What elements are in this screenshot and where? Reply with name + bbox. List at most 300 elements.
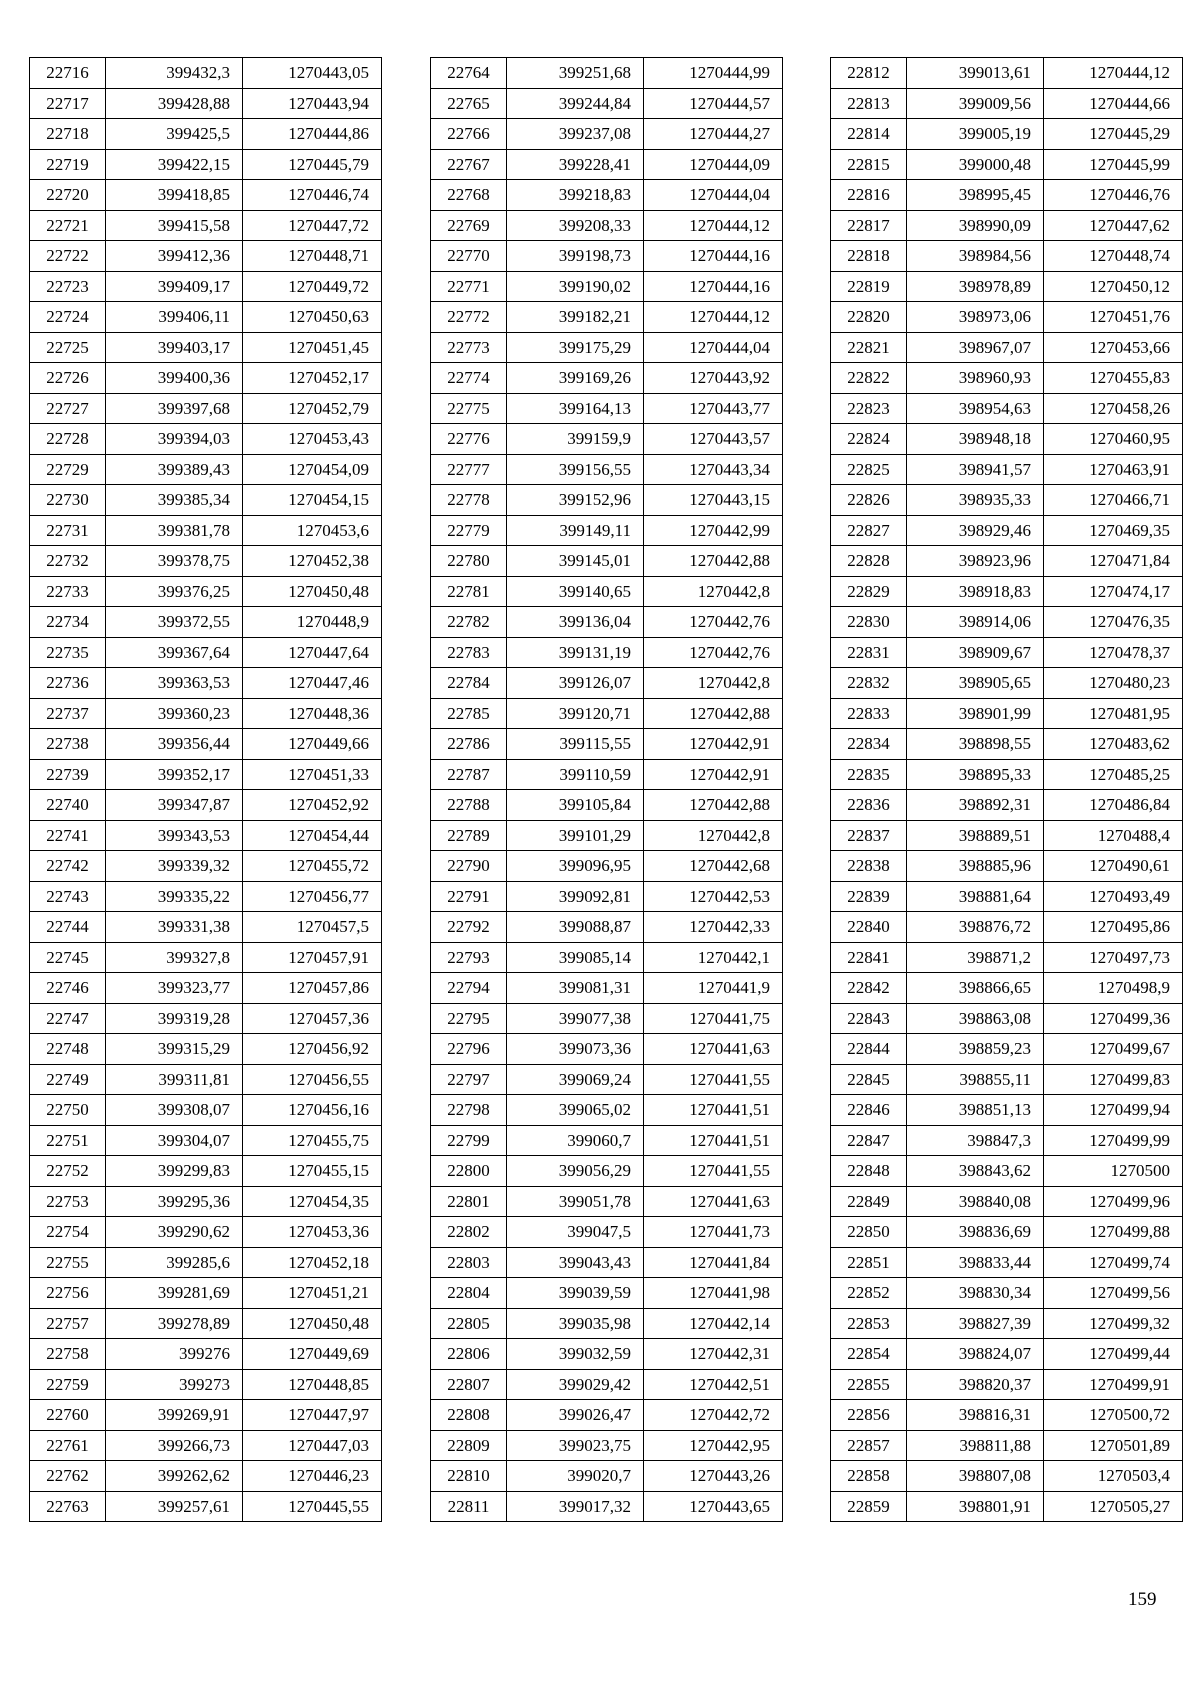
point-id-cell: 22774: [431, 363, 507, 394]
y-coordinate-cell: 1270442,76: [644, 607, 783, 638]
point-id-cell: 22727: [30, 393, 106, 424]
table-row: [831, 393, 1183, 424]
table-row: [30, 424, 382, 455]
x-coordinate-cell: 398885,96: [907, 851, 1044, 882]
point-id-cell: 22796: [431, 1034, 507, 1065]
point-id-cell: 22842: [831, 973, 907, 1004]
table-row: [431, 576, 783, 607]
table-row: [831, 1369, 1183, 1400]
table-row: [431, 1125, 783, 1156]
table-row: [831, 1461, 1183, 1492]
x-coordinate-cell: 399198,73: [507, 241, 644, 272]
point-id-cell: 22859: [831, 1491, 907, 1522]
table-row: [30, 1186, 382, 1217]
table-row: [30, 912, 382, 943]
y-coordinate-cell: 1270444,12: [1044, 58, 1183, 89]
x-coordinate-cell: 398929,46: [907, 515, 1044, 546]
table-row: [431, 759, 783, 790]
table-row: [30, 454, 382, 485]
table-row: [30, 1034, 382, 1065]
point-id-cell: 22810: [431, 1461, 507, 1492]
x-coordinate-cell: 399290,62: [106, 1217, 243, 1248]
x-coordinate-cell: 398801,91: [907, 1491, 1044, 1522]
y-coordinate-cell: 1270441,9: [644, 973, 783, 1004]
point-id-cell: 22788: [431, 790, 507, 821]
table-row: [431, 1400, 783, 1431]
table-row: [431, 1461, 783, 1492]
point-id-cell: 22742: [30, 851, 106, 882]
coordinate-table-3: [830, 57, 1183, 1522]
point-id-cell: 22839: [831, 881, 907, 912]
point-id-cell: 22857: [831, 1430, 907, 1461]
x-coordinate-cell: 398820,37: [907, 1369, 1044, 1400]
x-coordinate-cell: 399415,58: [106, 210, 243, 241]
point-id-cell: 22792: [431, 912, 507, 943]
x-coordinate-cell: 399140,65: [507, 576, 644, 607]
point-id-cell: 22844: [831, 1034, 907, 1065]
y-coordinate-cell: 1270444,86: [243, 119, 382, 150]
x-coordinate-cell: 398827,39: [907, 1308, 1044, 1339]
x-coordinate-cell: 398909,67: [907, 637, 1044, 668]
point-id-cell: 22849: [831, 1186, 907, 1217]
point-id-cell: 22780: [431, 546, 507, 577]
x-coordinate-cell: 398889,51: [907, 820, 1044, 851]
point-id-cell: 22787: [431, 759, 507, 790]
table-row: [30, 1064, 382, 1095]
point-id-cell: 22736: [30, 668, 106, 699]
point-id-cell: 22853: [831, 1308, 907, 1339]
y-coordinate-cell: 1270442,8: [644, 668, 783, 699]
y-coordinate-cell: 1270500: [1044, 1156, 1183, 1187]
point-id-cell: 22719: [30, 149, 106, 180]
y-coordinate-cell: 1270456,16: [243, 1095, 382, 1126]
point-id-cell: 22808: [431, 1400, 507, 1431]
x-coordinate-cell: 399409,17: [106, 271, 243, 302]
x-coordinate-cell: 399152,96: [507, 485, 644, 516]
y-coordinate-cell: 1270441,75: [644, 1003, 783, 1034]
y-coordinate-cell: 1270448,36: [243, 698, 382, 729]
x-coordinate-cell: 399077,38: [507, 1003, 644, 1034]
point-id-cell: 22795: [431, 1003, 507, 1034]
table-row: [30, 1095, 382, 1126]
x-coordinate-cell: 398960,93: [907, 363, 1044, 394]
y-coordinate-cell: 1270453,66: [1044, 332, 1183, 363]
x-coordinate-cell: 399319,28: [106, 1003, 243, 1034]
table-row: [831, 485, 1183, 516]
point-id-cell: 22836: [831, 790, 907, 821]
point-id-cell: 22776: [431, 424, 507, 455]
y-coordinate-cell: 1270449,66: [243, 729, 382, 760]
y-coordinate-cell: 1270441,98: [644, 1278, 783, 1309]
x-coordinate-cell: 398948,18: [907, 424, 1044, 455]
x-coordinate-cell: 399269,91: [106, 1400, 243, 1431]
point-id-cell: 22826: [831, 485, 907, 516]
x-coordinate-cell: 399013,61: [907, 58, 1044, 89]
table-row: [30, 393, 382, 424]
y-coordinate-cell: 1270452,92: [243, 790, 382, 821]
point-id-cell: 22804: [431, 1278, 507, 1309]
table-row: [431, 485, 783, 516]
x-coordinate-cell: 399156,55: [507, 454, 644, 485]
y-coordinate-cell: 1270441,73: [644, 1217, 783, 1248]
table-row: [30, 576, 382, 607]
x-coordinate-cell: 398892,31: [907, 790, 1044, 821]
y-coordinate-cell: 1270476,35: [1044, 607, 1183, 638]
x-coordinate-cell: 398807,08: [907, 1461, 1044, 1492]
x-coordinate-cell: 399406,11: [106, 302, 243, 333]
point-id-cell: 22815: [831, 149, 907, 180]
x-coordinate-cell: 399056,29: [507, 1156, 644, 1187]
table-row: [30, 271, 382, 302]
x-coordinate-cell: 399311,81: [106, 1064, 243, 1095]
y-coordinate-cell: 1270490,61: [1044, 851, 1183, 882]
y-coordinate-cell: 1270499,56: [1044, 1278, 1183, 1309]
table-row: [30, 1491, 382, 1522]
table-row: [831, 180, 1183, 211]
table-row: [431, 1186, 783, 1217]
x-coordinate-cell: 398941,57: [907, 454, 1044, 485]
x-coordinate-cell: 399403,17: [106, 332, 243, 363]
y-coordinate-cell: 1270441,51: [644, 1125, 783, 1156]
y-coordinate-cell: 1270448,85: [243, 1369, 382, 1400]
y-coordinate-cell: 1270448,71: [243, 241, 382, 272]
table-row: [30, 1247, 382, 1278]
table-row: [431, 515, 783, 546]
x-coordinate-cell: 399115,55: [507, 729, 644, 760]
x-coordinate-cell: 398859,23: [907, 1034, 1044, 1065]
x-coordinate-cell: 399060,7: [507, 1125, 644, 1156]
y-coordinate-cell: 1270480,23: [1044, 668, 1183, 699]
point-id-cell: 22828: [831, 546, 907, 577]
point-id-cell: 22812: [831, 58, 907, 89]
y-coordinate-cell: 1270454,44: [243, 820, 382, 851]
point-id-cell: 22775: [431, 393, 507, 424]
point-id-cell: 22794: [431, 973, 507, 1004]
point-id-cell: 22754: [30, 1217, 106, 1248]
point-id-cell: 22852: [831, 1278, 907, 1309]
point-id-cell: 22822: [831, 363, 907, 394]
y-coordinate-cell: 1270471,84: [1044, 546, 1183, 577]
y-coordinate-cell: 1270441,55: [644, 1064, 783, 1095]
table-row: [831, 912, 1183, 943]
point-id-cell: 22783: [431, 637, 507, 668]
y-coordinate-cell: 1270442,99: [644, 515, 783, 546]
y-coordinate-cell: 1270445,99: [1044, 149, 1183, 180]
x-coordinate-cell: 399149,11: [507, 515, 644, 546]
point-id-cell: 22737: [30, 698, 106, 729]
y-coordinate-cell: 1270444,16: [644, 241, 783, 272]
table-row: [431, 637, 783, 668]
table-row: [431, 424, 783, 455]
table-row: [30, 759, 382, 790]
x-coordinate-cell: 399136,04: [507, 607, 644, 638]
x-coordinate-cell: 398881,64: [907, 881, 1044, 912]
table-row: [831, 1400, 1183, 1431]
x-coordinate-cell: 399360,23: [106, 698, 243, 729]
point-id-cell: 22806: [431, 1339, 507, 1370]
table-row: [831, 424, 1183, 455]
x-coordinate-cell: 399394,03: [106, 424, 243, 455]
x-coordinate-cell: 399295,36: [106, 1186, 243, 1217]
table-row: [831, 58, 1183, 89]
table-row: [831, 454, 1183, 485]
point-id-cell: 22830: [831, 607, 907, 638]
y-coordinate-cell: 1270499,44: [1044, 1339, 1183, 1370]
table-row: [30, 942, 382, 973]
x-coordinate-cell: 399327,8: [106, 942, 243, 973]
x-coordinate-cell: 399400,36: [106, 363, 243, 394]
x-coordinate-cell: 399262,62: [106, 1461, 243, 1492]
x-coordinate-cell: 399088,87: [507, 912, 644, 943]
table-row: [30, 668, 382, 699]
x-coordinate-cell: 399023,75: [507, 1430, 644, 1461]
x-coordinate-cell: 398871,2: [907, 942, 1044, 973]
table-row: [431, 1095, 783, 1126]
point-id-cell: 22745: [30, 942, 106, 973]
x-coordinate-cell: 398990,09: [907, 210, 1044, 241]
point-id-cell: 22722: [30, 241, 106, 272]
table-row: [431, 1034, 783, 1065]
y-coordinate-cell: 1270442,95: [644, 1430, 783, 1461]
point-id-cell: 22855: [831, 1369, 907, 1400]
table-row: [831, 241, 1183, 272]
table-row: [831, 1217, 1183, 1248]
table-row: [831, 668, 1183, 699]
x-coordinate-cell: 398901,99: [907, 698, 1044, 729]
x-coordinate-cell: 399190,02: [507, 271, 644, 302]
x-coordinate-cell: 399175,29: [507, 332, 644, 363]
y-coordinate-cell: 1270499,94: [1044, 1095, 1183, 1126]
table-row: [431, 241, 783, 272]
table-row: [431, 546, 783, 577]
table-row: [431, 119, 783, 150]
y-coordinate-cell: 1270442,91: [644, 759, 783, 790]
x-coordinate-cell: 399273: [106, 1369, 243, 1400]
x-coordinate-cell: 399228,41: [507, 149, 644, 180]
y-coordinate-cell: 1270499,91: [1044, 1369, 1183, 1400]
y-coordinate-cell: 1270486,84: [1044, 790, 1183, 821]
x-coordinate-cell: 399335,22: [106, 881, 243, 912]
table-row: [431, 149, 783, 180]
table-row: [431, 210, 783, 241]
x-coordinate-cell: 399005,19: [907, 119, 1044, 150]
point-id-cell: 22835: [831, 759, 907, 790]
x-coordinate-cell: 399020,7: [507, 1461, 644, 1492]
table-row: [831, 576, 1183, 607]
x-coordinate-cell: 399159,9: [507, 424, 644, 455]
y-coordinate-cell: 1270501,89: [1044, 1430, 1183, 1461]
x-coordinate-cell: 399039,59: [507, 1278, 644, 1309]
point-id-cell: 22772: [431, 302, 507, 333]
point-id-cell: 22740: [30, 790, 106, 821]
point-id-cell: 22851: [831, 1247, 907, 1278]
table-row: [30, 698, 382, 729]
point-id-cell: 22811: [431, 1491, 507, 1522]
y-coordinate-cell: 1270497,73: [1044, 942, 1183, 973]
x-coordinate-cell: 399145,01: [507, 546, 644, 577]
x-coordinate-cell: 399051,78: [507, 1186, 644, 1217]
y-coordinate-cell: 1270451,21: [243, 1278, 382, 1309]
point-id-cell: 22761: [30, 1430, 106, 1461]
table-row: [30, 119, 382, 150]
y-coordinate-cell: 1270474,17: [1044, 576, 1183, 607]
y-coordinate-cell: 1270443,15: [644, 485, 783, 516]
table-row: [30, 820, 382, 851]
table-row: [831, 1186, 1183, 1217]
y-coordinate-cell: 1270443,92: [644, 363, 783, 394]
table-row: [431, 973, 783, 1004]
point-id-cell: 22731: [30, 515, 106, 546]
point-id-cell: 22801: [431, 1186, 507, 1217]
table-row: [831, 729, 1183, 760]
y-coordinate-cell: 1270463,91: [1044, 454, 1183, 485]
point-id-cell: 22817: [831, 210, 907, 241]
y-coordinate-cell: 1270442,76: [644, 637, 783, 668]
y-coordinate-cell: 1270457,91: [243, 942, 382, 973]
x-coordinate-cell: 399323,77: [106, 973, 243, 1004]
table-row: [431, 58, 783, 89]
point-id-cell: 22744: [30, 912, 106, 943]
y-coordinate-cell: 1270485,25: [1044, 759, 1183, 790]
table-row: [431, 1308, 783, 1339]
point-id-cell: 22798: [431, 1095, 507, 1126]
x-coordinate-cell: 399385,34: [106, 485, 243, 516]
table-row: [431, 332, 783, 363]
table-row: [431, 912, 783, 943]
point-id-cell: 22821: [831, 332, 907, 363]
point-id-cell: 22759: [30, 1369, 106, 1400]
y-coordinate-cell: 1270455,72: [243, 851, 382, 882]
table-row: [431, 393, 783, 424]
y-coordinate-cell: 1270452,17: [243, 363, 382, 394]
y-coordinate-cell: 1270443,57: [644, 424, 783, 455]
point-id-cell: 22777: [431, 454, 507, 485]
table-row: [431, 820, 783, 851]
y-coordinate-cell: 1270446,23: [243, 1461, 382, 1492]
point-id-cell: 22732: [30, 546, 106, 577]
x-coordinate-cell: 399308,07: [106, 1095, 243, 1126]
point-id-cell: 22726: [30, 363, 106, 394]
point-id-cell: 22739: [30, 759, 106, 790]
x-coordinate-cell: 398918,83: [907, 576, 1044, 607]
x-coordinate-cell: 398830,34: [907, 1278, 1044, 1309]
y-coordinate-cell: 1270446,74: [243, 180, 382, 211]
x-coordinate-cell: 399276: [106, 1339, 243, 1370]
x-coordinate-cell: 399101,29: [507, 820, 644, 851]
point-id-cell: 22778: [431, 485, 507, 516]
y-coordinate-cell: 1270442,8: [644, 820, 783, 851]
table-row: [30, 1339, 382, 1370]
y-coordinate-cell: 1270447,03: [243, 1430, 382, 1461]
x-coordinate-cell: 399218,83: [507, 180, 644, 211]
y-coordinate-cell: 1270442,68: [644, 851, 783, 882]
point-id-cell: 22734: [30, 607, 106, 638]
point-id-cell: 22845: [831, 1064, 907, 1095]
point-id-cell: 22769: [431, 210, 507, 241]
table-row: [30, 1369, 382, 1400]
point-id-cell: 22758: [30, 1339, 106, 1370]
y-coordinate-cell: 1270448,74: [1044, 241, 1183, 272]
x-coordinate-cell: 398954,63: [907, 393, 1044, 424]
y-coordinate-cell: 1270450,63: [243, 302, 382, 333]
table-row: [831, 851, 1183, 882]
x-coordinate-cell: 398995,45: [907, 180, 1044, 211]
y-coordinate-cell: 1270466,71: [1044, 485, 1183, 516]
table-row: [831, 332, 1183, 363]
point-id-cell: 22856: [831, 1400, 907, 1431]
point-id-cell: 22791: [431, 881, 507, 912]
point-id-cell: 22834: [831, 729, 907, 760]
table-row: [30, 363, 382, 394]
point-id-cell: 22753: [30, 1186, 106, 1217]
x-coordinate-cell: 399352,17: [106, 759, 243, 790]
table-row: [431, 851, 783, 882]
table-row: [30, 1461, 382, 1492]
x-coordinate-cell: 399278,89: [106, 1308, 243, 1339]
y-coordinate-cell: 1270442,8: [644, 576, 783, 607]
table-row: [431, 88, 783, 119]
y-coordinate-cell: 1270481,95: [1044, 698, 1183, 729]
y-coordinate-cell: 1270445,29: [1044, 119, 1183, 150]
point-id-cell: 22725: [30, 332, 106, 363]
y-coordinate-cell: 1270442,72: [644, 1400, 783, 1431]
table-row: [431, 302, 783, 333]
y-coordinate-cell: 1270450,48: [243, 576, 382, 607]
point-id-cell: 22848: [831, 1156, 907, 1187]
table-row: [30, 149, 382, 180]
y-coordinate-cell: 1270445,55: [243, 1491, 382, 1522]
point-id-cell: 22773: [431, 332, 507, 363]
table-row: [831, 1278, 1183, 1309]
x-coordinate-cell: 399120,71: [507, 698, 644, 729]
point-id-cell: 22816: [831, 180, 907, 211]
y-coordinate-cell: 1270444,12: [644, 210, 783, 241]
y-coordinate-cell: 1270442,88: [644, 546, 783, 577]
x-coordinate-cell: 398836,69: [907, 1217, 1044, 1248]
y-coordinate-cell: 1270443,65: [644, 1491, 783, 1522]
x-coordinate-cell: 399363,53: [106, 668, 243, 699]
table-row: [831, 637, 1183, 668]
point-id-cell: 22789: [431, 820, 507, 851]
table-row: [30, 546, 382, 577]
point-id-cell: 22832: [831, 668, 907, 699]
point-id-cell: 22762: [30, 1461, 106, 1492]
x-coordinate-cell: 399096,95: [507, 851, 644, 882]
y-coordinate-cell: 1270441,55: [644, 1156, 783, 1187]
x-coordinate-cell: 398824,07: [907, 1339, 1044, 1370]
y-coordinate-cell: 1270499,74: [1044, 1247, 1183, 1278]
point-id-cell: 22767: [431, 149, 507, 180]
point-id-cell: 22781: [431, 576, 507, 607]
table-row: [831, 1095, 1183, 1126]
y-coordinate-cell: 1270460,95: [1044, 424, 1183, 455]
x-coordinate-cell: 399266,73: [106, 1430, 243, 1461]
x-coordinate-cell: 399428,88: [106, 88, 243, 119]
x-coordinate-cell: 399412,36: [106, 241, 243, 272]
point-id-cell: 22824: [831, 424, 907, 455]
x-coordinate-cell: 399339,32: [106, 851, 243, 882]
y-coordinate-cell: 1270451,76: [1044, 302, 1183, 333]
point-id-cell: 22765: [431, 88, 507, 119]
x-coordinate-cell: 399422,15: [106, 149, 243, 180]
y-coordinate-cell: 1270503,4: [1044, 1461, 1183, 1492]
x-coordinate-cell: 398898,55: [907, 729, 1044, 760]
x-coordinate-cell: 398847,3: [907, 1125, 1044, 1156]
y-coordinate-cell: 1270449,72: [243, 271, 382, 302]
table-row: [831, 271, 1183, 302]
y-coordinate-cell: 1270452,79: [243, 393, 382, 424]
x-coordinate-cell: 398816,31: [907, 1400, 1044, 1431]
